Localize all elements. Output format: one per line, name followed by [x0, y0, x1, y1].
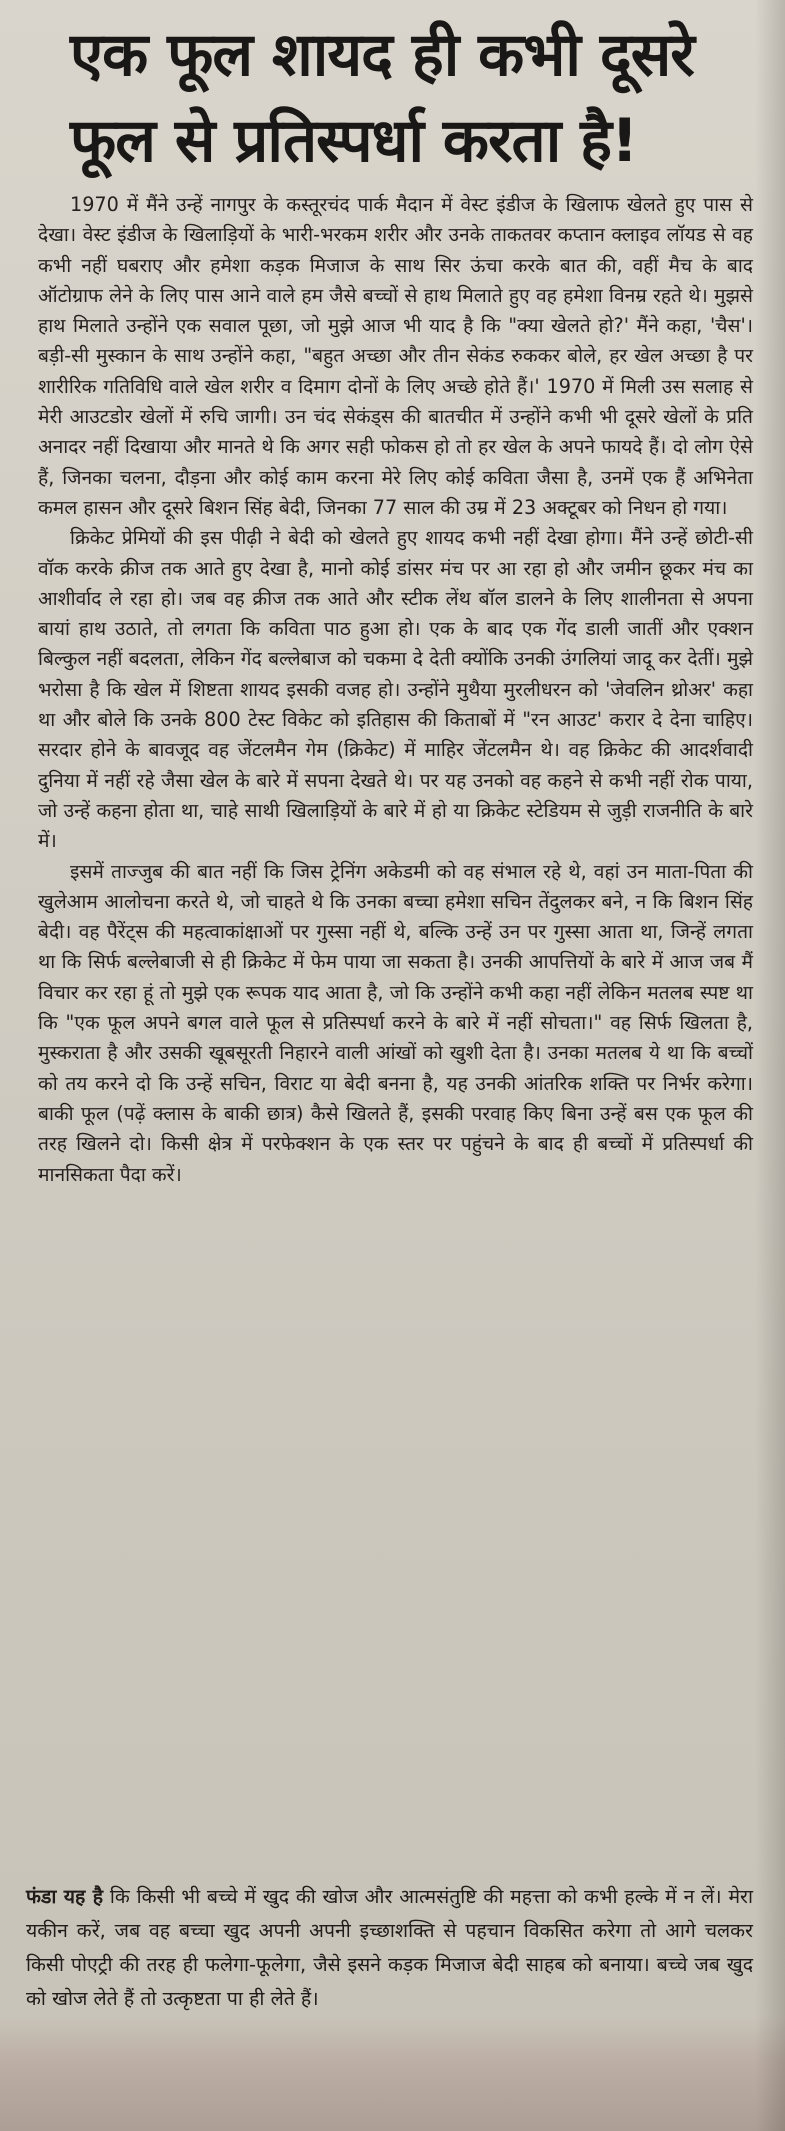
paragraph-2: क्रिकेट प्रेमियों की इस पीढ़ी ने बेदी को खेलते हुए शायद कभी नहीं देखा होगा। मैंने उन्हें छोटी-सी वॉक करके क्रीज तक आते हुए देखा है, मानो कोई डांसर मंच पर आ रहा हो और जमीन छूकर मंच का आशीर्वाद ले रहा हो। जब वह क्रीज तक आते और स्टीक लेंथ बॉल डालने के लिए शालीनता से अपना बायां हाथ उठाते, तो लगता कि कविता पाठ हुआ हो। एक के बाद एक गेंद डाली जातीं और एक्शन बिल्कुल नहीं बदलता, लेकिन गेंद बल्लेबाज को चकमा दे देती क्योंकि उनकी उंगलियां जादू कर देतीं। मुझे भरोसा है कि खेल में शिष्टता शायद इसकी वजह हो। उन्होंने मुथैया मुरलीधरन को 'जेवलिन थ्रोअर' कहा था और बोले कि उनके 800 टेस्ट विकेट को इतिहास की किताबों में "रन आउट' करार दे देना चाहिए। सरदार होने के बावजूद वह जेंटलमैन गेम (क्रिकेट) में माहिर जेंटलमैन थे। वह क्रिकेट की आदर्शवादी दुनिया में नहीं रहे जैसा खेल के बारे में सपना देखते थे। पर यह उनको वह कहने से कभी नहीं रोक पाया, जो उन्हें कहना होता था, चाहे साथी खिलाड़ियों के बारे में हो या क्रिकेट स्टेडियम से जुड़ी राजनीति के बारे में। — [38, 526, 753, 853]
headline-line-1: एक फूल शायद ही कभी दूसरे — [70, 20, 694, 90]
headline — [70, 12, 760, 184]
closing-funda — [26, 1880, 753, 2016]
funda-text: कि किसी भी बच्चे में खुद की खोज और आत्मसंतुष्टि की महत्ता को कभी हल्के में न लें। मेरा यकीन करें, जब वह बच्चा खुद अपनी अपनी इच्छाशक्ति से पहचान विकसित करेगा तो आगे चलकर किसी पोएट्री की तरह ही फलेगा-फूलेगा, जैसे इसने कड़क मिजाज बेदी साहब को बनाया। बच्चे जब खुद को खोज लेते हैं तो उत्कृष्टता पा ही लेते हैं। — [26, 1885, 754, 2010]
funda-label: फंडा यह है — [26, 1885, 104, 1908]
paragraph-1: 1970 में मैंने उन्हें नागपुर के कस्तूरचंद पार्क मैदान में वेस्ट इंडीज के खिलाफ खेलते हुए पास से देखा। वेस्ट इंडीज के खिलाड़ियों के भारी-भरकम शरीर और उनके ताकतवर कप्तान क्लाइव लॉयड से वह कभी नहीं घबराए और हमेशा कड़क मिजाज के साथ सिर ऊंचा करके बात की, वहीं मैच के बाद ऑटोग्राफ लेने के लिए पास आने वाले हम जैसे बच्चों से हाथ मिलाते हुए वह हमेशा विनम्र रहते थे। मुझसे हाथ मिलाते उन्होंने एक सवाल पूछा, जो मुझे आज भी याद है कि "क्या खेलते हो?' मैंने कहा, 'चैस'। बड़ी-सी मुस्कान के साथ उन्होंने कहा, "बहुत अच्छा और तीन सेकंड रुककर बोले, हर खेल अच्छा है पर शारीरिक गतिविधि वाले खेल शरीर व दिमाग दोनों के लिए अच्छे होते हैं।' 1970 में मिली उस सलाह से मेरी आउटडोर खेलों में रुचि जागी। उन चंद सेकंड्स की बातचीत में उन्होंने कभी भी दूसरे खेलों के प्रति अनादर नहीं दिखाया और मानते थे कि अगर सही फोकस हो तो हर खेल के अपने फायदे हैं। दो लोग ऐसे हैं, जिनका चलना, दौड़ना और कोई काम करना मेरे लिए कोई कविता जैसा है, उनमें एक हैं अभिनेता कमल हासन और दूसरे बिशन सिंह बेदी, जिनका 77 साल की उम्र में 23 अक्टूबर को निधन हो गया। — [38, 193, 753, 519]
paper-fold-shadow — [0, 2016, 785, 2131]
paragraph-3: इसमें ताज्जुब की बात नहीं कि जिस ट्रेनिंग अकेडमी को वह संभाल रहे थे, वहां उन माता-पिता की खुलेआम आलोचना करते थे, जो चाहते थे कि उनका बच्चा हमेशा सचिन तेंदुलकर बने, न कि बिशन सिंह बेदी। वह पैरेंट्स की महत्वाकांक्षाओं पर गुस्सा नहीं थे, बल्कि उन्हें उन पर गुस्सा आता था, जिन्हें लगता था कि सिर्फ बल्लेबाजी से ही क्रिकेट में फेम पाया जा सकता है। उनकी आपत्तियों के बारे में आज जब मैं विचार कर रहा हूं तो मुझे एक रूपक याद आता है, जो कि उन्होंने कभी कहा नहीं लेकिन मतलब स्पष्ट था कि "एक फूल अपने बगल वाले फूल से प्रतिस्पर्धा करने के बारे में नहीं सोचता।" वह सिर्फ खिलता है, मुस्कराता है और उसकी खूबसूरती निहारने वाली आंखों को खुशी देता है। उनका मतलब ये था कि बच्चों को तय करने दो कि उन्हें सचिन, विराट या बेदी बनना है, यह उनकी आंतरिक शक्ति पर निर्भर करेगा। बाकी फूल (पढ़ें क्लास के बाकी छात्र) कैसे खिलते हैं, इसकी परवाह किए बिना उन्हें बस एक फूल की तरह खिलने दो। किसी क्षेत्र में परफेक्शन के एक स्तर पर पहुंचने के बाद ही बच्चों में प्रतिस्पर्धा की मानसिकता पैदा करें। — [38, 859, 753, 1186]
headline-line-2: फूल से प्रतिस्पर्धा करता है! — [70, 106, 638, 176]
article-body — [38, 190, 753, 1190]
